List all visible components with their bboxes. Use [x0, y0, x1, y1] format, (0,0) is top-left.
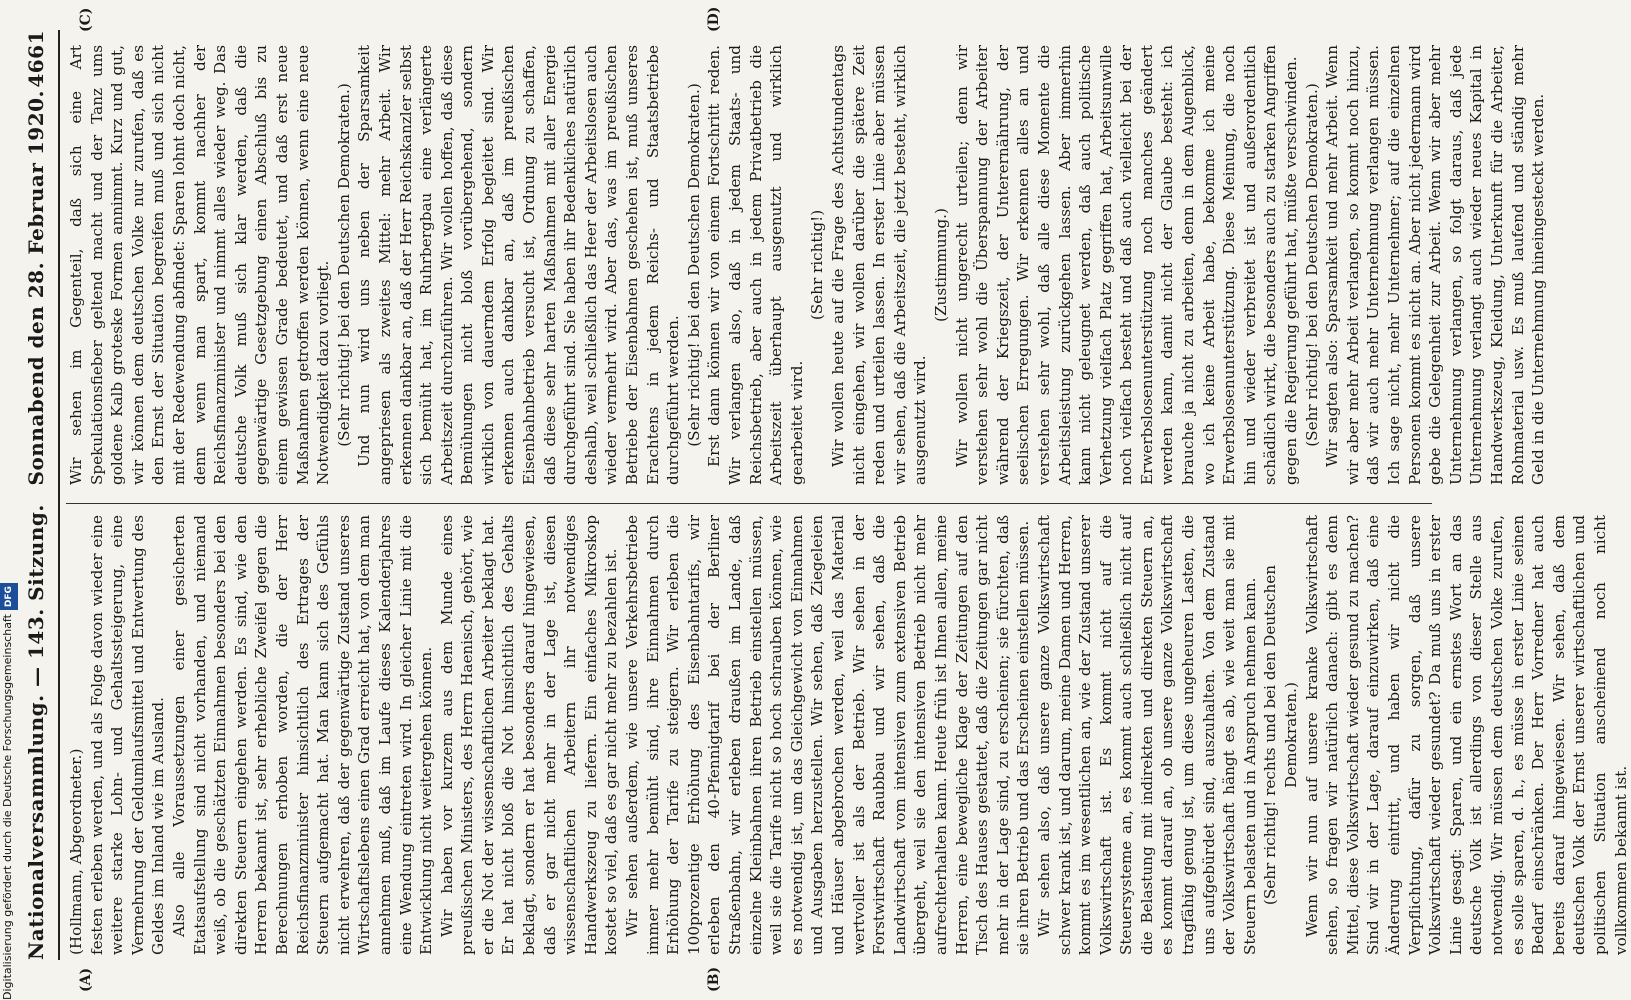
paragraph: Wir sehen außerdem, wie unsere Verkehrsbetriebe immer mehr bemüht sind, ihre Einnahmen durch Erhöhung der Tarife zu steigern. Wir erleben die 100prozentige Erhöhung des Eisenbahntarifs, wir erleben den 40-Pfennigtarif bei der Berliner Straßenbahn, wir erleben draußen im Lande, daß einzelne Kleinbahnen ihren Betrieb einstellen müssen, weil sie die Tarife nicht so hoch schrauben können, wie es notwendig ist, um das Gleichgewicht von Einnahmen und Ausgaben herzustellen. Wir sehen, daß Ziegeleien und Häuser abgebrochen werden, weil das Material wertvoller ist als der Betrieb. Wir sehen in der Forstwirtschaft Raubbau und wir sehen, daß die Landwirtschaft vom intensiven zum extensiven Betrieb übergeht, weil sie den intensiven Betrieb nicht mehr aufrechterhalten kann. Heute früh ist Ihnen allen, meine Herren, eine bewegliche Klage der Zeitungen auf den Tisch des Hauses gestattet, daß die Zeitungen gar nicht mehr in der Lage sind, zu erscheinen; sie fürchten, daß sie ihren Betrieb und das Erscheinen einstellen müssen. — [623, 515, 1033, 955]
dfg-logo-icon: DFG — [0, 583, 18, 610]
column-divider — [66, 503, 1432, 504]
interjection: (Sehr richtig! bei den Deutschen Demokraten.) — [684, 83, 703, 447]
paragraph: Wenn wir nun auf unsere kranke Volkswirtschaft sehen, so fragen wir natürlich danach: gibt es denn Mittel, diese Volkswirtschaft wieder gesund zu machen? Sind wir in der Lage, darauf einzuwirken, daß eine Änderung eintritt, und haben wir nicht die Verpflichtung, dafür zu sorgen, daß unsere Volkswirtschaft wieder gesundet? Da muß uns in erster Linie gesagt: Sparen, und ein ernstes Wort an das deutsche Volk ist allerdings von dieser Stelle aus notwendig. Wir müssen dem deutschen Volke zurufen, es solle sparen, d. h., es müsse in erster Linie seinen Bedarf einschränken. Der Herr Vorredner hat auch bereits darauf hingewiesen. Wir sehen, daß dem deutschen Volk der Ernst unserer wirtschaftlichen und politischen Situation anscheinend noch nicht vollkommen bekannt ist. — [1302, 515, 1630, 955]
paragraph: Wir wollen heute auf die Frage des Achtstundentags nicht eingehen, wir wollen darüber die spätere Zeit reden und urteilen lassen. In erster Linie aber müssen wir sehen, daß die Arbeitszeit, die jetzt besteht, wirklich ausgenutzt wird. — [828, 45, 930, 485]
margin-mark-a: (A) — [78, 967, 94, 992]
paragraph: Wir sehen also, daß unsere ganze Volkswirtschaft schwer krank ist, und darum, meine Damen und Herren, kommt es im wesentlichen an, wie der Zustand unserer Volkswirtschaft ist. Es kommt nicht auf die Steuersysteme an, es kommt auch schließlich nicht auf die Belastung mit indirekten und direkten Steuern an, es kommt darauf an, ob unsere ganze Volkswirtschaft tragfähig genug ist, um diese ungeheuren Lasten, die uns aufgebürdet sind, auszuhalten. Von dem Zustand der Volkswirtschaft hängt es ab, wie weit man sie mit Steuern belasten und in Anspruch nehmen kann. — [1034, 515, 1259, 955]
credit-text-rotated — [0, 0, 17, 1000]
left-column — [66, 515, 1630, 955]
interjection: (Sehr richtig! rechts und bei den Deutschen Demokraten.) — [1261, 564, 1301, 906]
paragraph: Wir sagten also: Sparsamkeit und mehr Arbeit. Wenn wir aber mehr Arbeit verlangen, so kommt noch hinzu, daß wir auch mehr Unternehmung verlangen müssen. Ich sage nicht, mehr Unternehmer; auf die einzelnen Personen kommt es nicht an. Aber nicht jedermann wird gebe die Gelegenheit zur Arbeit. Wenn wir aber mehr Unternehmung verlangen, so folgt daraus, daß jede Unternehmung verlangt auch wieder neues Kapital in Handwerkszeug, Kleidung, Unterkunft für die Arbeiter, Rohmaterial usw. Es muß laufend und ständig mehr Geld in die Unternehmung hineingesteckt werden. — [1323, 45, 1548, 485]
paragraph: Erst dann können wir von einem Fortschritt reden. Wir verlangen also, daß in jedem Staats- und Reichsbetrieb, aber auch in jedem Privatbetrieb die Arbeitszeit überhaupt ausgenutzt und wirklich gearbeitet wird. — [705, 45, 806, 485]
interjection: (Zustimmung.) — [931, 208, 950, 322]
header-left-title: Nationalversammlung. — 143. Sitzung. — [24, 504, 48, 960]
margin-mark-b: (B) — [706, 966, 722, 992]
paragraph: Wir haben vor kurzem aus dem Munde eines preußischen Ministers, des Herrn Haenisch, gehört, wie er die Not der wissenschaftlichen Arbeiter beklagt hat. Er hat nicht bloß die Not hinsichtlich des Gehalts beklagt, sondern er hat besonders darauf hingewiesen, daß er gar nicht mehr in der Lage ist, diesen wissenschaftlichen Arbeitern ihr notwendiges Handwerkszeug zu liefern. Ein einfaches Mikroskop kostet so viel, daß es gar nicht mehr zu bezahlen ist. — [437, 515, 621, 955]
margin-mark-d: (D) — [706, 6, 722, 32]
paragraph: festen erleben werden, und als Folge davon wieder eine weitere starke Lohn- und Gehaltssteigerung, eine Vermehrung der Geldumlaufsmittel und Entwertung des Geldes im Inland wie im Ausland. — [87, 515, 168, 955]
credit-line: Digitalisierung gefördert durch die Deutsche Forschungsgemeinschaft — [1, 614, 14, 1000]
margin-mark-c: (C) — [78, 7, 94, 32]
paragraph: Also alle Voraussetzungen einer gesicherten Etatsaufstellung sind nicht vorhanden, und niemand weiß, ob die geschätzten Einnahmen besonders bei den direkten Steuern eingehen werden. Es sind, wie den Herren bekannt ist, sehr erhebliche Zweifel gegen die Berechnungen erhoben worden, die der Herr Reichsfinanzminister hinsichtlich des Ertrages der Steuern aufgemacht hat. Man kann sich des Gefühls nicht erwehren, daß der gegenwärtige Zustand unseres Wirtschaftslebens einen Grad erreicht hat, von dem man annehmen muß, daß im Laufe dieses Kalenderjahres eine Wendung eintreten wird. In gleicher Linie mit die Entwicklung nicht weitergehen können. — [169, 515, 436, 955]
header-date: Sonnabend den 28. Februar 1920. — [24, 90, 48, 486]
paragraph: Wir wollen nicht ungerecht urteilen; denn wir verstehen sehr wohl die Überspannung der Arbeiter während der Kriegszeit, der Unterernährung, der seelischen Erregungen. Wir erkennen alles an und verstehen sehr wohl, daß alle diese Momente die Arbeitsleistung zurückgehen lassen. Aber immerhin kann nicht geleugnet werden, daß auch politische Verhetzung vielfach Platz gegriffen hat, Arbeitsunwille noch vielfach besteht und daß auch vielleicht bei der Erwerbslosenunterstützung noch manches geändert werden kann, damit nicht der Glaube besteht: ich brauche ja nicht zu arbeiten, denn in dem Augenblick, wo ich keine Arbeit habe, bekomme ich meine Erwerbslosenunterstützung. Diese Meinung, die noch hin und wieder verbreitet ist und außerordentlich schädlich wirkt, die besonders auch zu starken Angriffen gegen die Regierung geführt hat, müßte verschwinden. — [952, 45, 1301, 485]
right-column — [66, 45, 1548, 485]
interjection: (Sehr richtig! bei den Deutschen Demokraten.) — [334, 83, 353, 447]
header-rule — [58, 30, 60, 960]
paragraph: Und nun wird uns neben der Sparsamkeit angepriesen als zweites Mittel: mehr Arbeit. Wir erkennen dankbar an, daß der Herr Reichskanzler selbst sich bemüht hat, im Ruhrbergbau eine verlängerte Arbeitszeit durchzuführen. Wir wollen hoffen, daß diese Bemühungen nicht bloß vorübergehend, sondern wirklich von dauerndem Erfolg begleitet sind. Wir erkennen auch dankbar an, daß im preußischen Eisenbahnbetrieb versucht ist, Ordnung zu schaffen, daß diese sehr harten Maßnahmen mit aller Energie durchgeführt sind. Sie haben ihr Bedenkliches natürlich deshalb, weil schließlich das Heer der Arbeitslosen auch wieder vermehrt wird. Aber das, was im preußischen Betriebe der Eisenbahnen geschehen ist, muß unseres Erachtens in jedem Reichs- und Staatsbetriebe durchgeführt werden. — [355, 45, 683, 485]
speaker-attribution: (Hollmann, Abgeordneter.) — [67, 748, 85, 955]
page-header — [22, 30, 52, 960]
credit-strip — [0, 0, 17, 1000]
paragraph: Wir sehen im Gegenteil, daß sich eine Art Spekulationsfieber geltend macht und der Tanz ums goldene Kalb groteske Formen annimmt. Kurz und gut, wir können dem deutschen Volke nur zurufen, daß es den Ernst der Situation begreifen muß und sich nicht mit der Redewendung abfindet: Sparen lohnt doch nicht, denn wenn man spart, kommt nachher der Reichsfinanzminister und nimmt alles wieder weg. Das deutsche Volk muß sich klar werden, daß die gegenwärtige Gesetzgebung einen Abschluß bis zu einem gewissen Grade bedeutet, und daß erst neue Maßnahmen getroffen werden können, wenn eine neue Notwendigkeit dazu vorliegt. — [67, 45, 333, 485]
interjection: (Sehr richtig! bei den Deutschen Demokraten.) — [1302, 83, 1321, 447]
page-number: 4661 — [24, 30, 48, 88]
interjection: (Sehr richtig!) — [808, 209, 827, 321]
